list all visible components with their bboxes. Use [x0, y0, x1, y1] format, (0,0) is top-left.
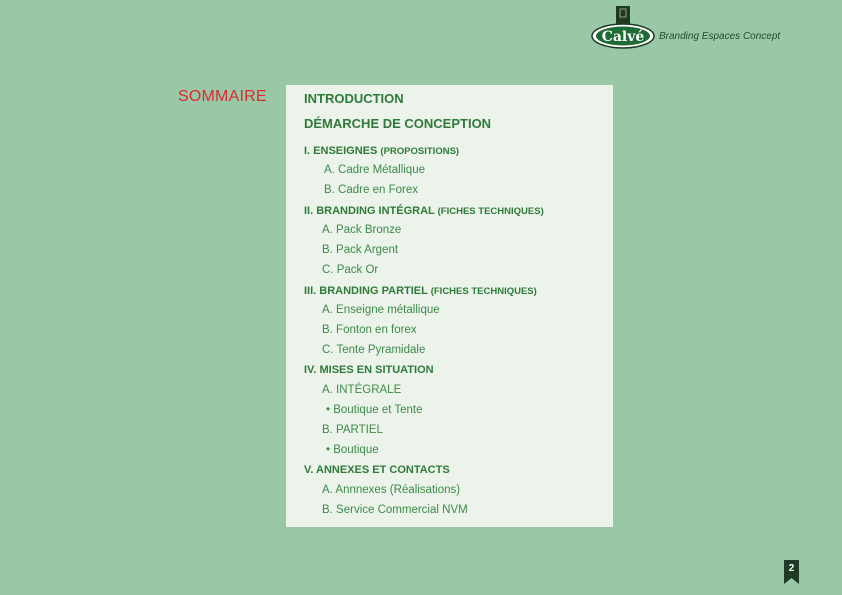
toc-bullet-item: • Boutique et Tente [326, 404, 423, 416]
toc-section-branding-integral: II. BRANDING INTÉGRAL (FICHES TECHNIQUES) [304, 205, 544, 217]
toc-section-enseignes: I. ENSEIGNES (PROPOSITIONS) [304, 145, 460, 157]
toc-sub-item: A. Enseigne métallique [322, 304, 440, 316]
toc-introduction: INTRODUCTION [304, 91, 404, 106]
toc-sub-item: B. PARTIEL [322, 424, 383, 436]
toc-sub-item: A. Annnexes (Réalisations) [322, 484, 461, 496]
toc-sub-item: B. Pack Argent [322, 244, 399, 256]
page-number: 2 [788, 563, 795, 574]
table-of-contents [286, 85, 613, 527]
calve-logo [590, 4, 656, 50]
toc-sub-item: A. Pack Bronze [322, 224, 402, 236]
toc-sub-item: A. Cadre Métallique [324, 164, 425, 176]
toc-section-mises-en-situation: IV. MISES EN SITUATION [304, 364, 434, 376]
logo-text: Calvé [601, 29, 645, 45]
toc-section-annexes: V. ANNEXES ET CONTACTS [304, 464, 450, 476]
toc-sub-item: A. INTÉGRALE [322, 384, 402, 396]
toc-sub-item: C. Tente Pyramidale [322, 344, 426, 356]
toc-sub-item: B. Service Commercial NVM [322, 504, 468, 516]
header-tagline: Branding Espaces Concept [659, 31, 781, 42]
toc-demarche: DÉMARCHE DE CONCEPTION [304, 116, 492, 131]
sommaire-title: SOMMAIRE [178, 88, 267, 105]
toc-section-branding-partiel: III. BRANDING PARTIEL (FICHES TECHNIQUES) [304, 285, 537, 297]
toc-sub-item: B. Fonton en forex [322, 324, 417, 336]
toc-bullet-item: • Boutique [326, 444, 379, 456]
toc-sub-item: C. Pack Or [322, 264, 379, 276]
toc-sub-item: B. Cadre en Forex [324, 184, 418, 196]
